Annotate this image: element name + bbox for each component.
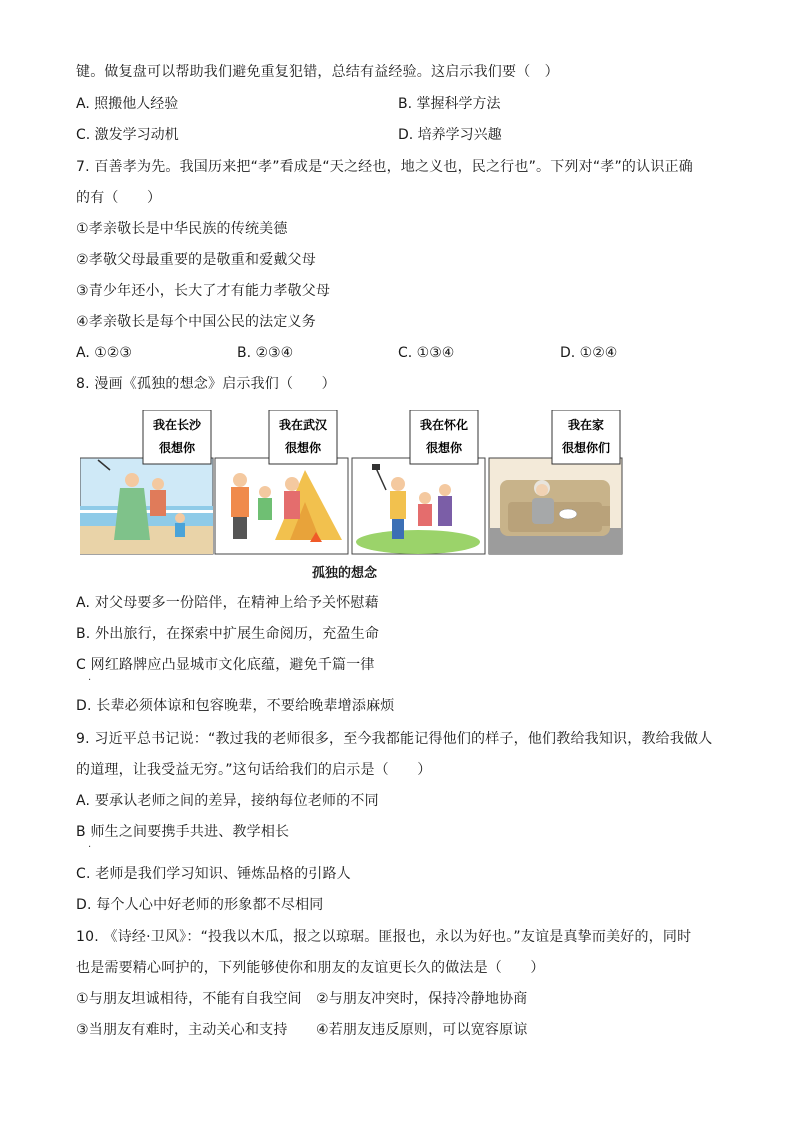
comic-panel-3 [352, 458, 485, 554]
q6-option-b: B. 掌握科学方法 [398, 96, 501, 112]
q9-option-a: A. 要承认老师之间的差异，接纳每位老师的不同 [76, 793, 379, 809]
comic-panel-1 [80, 458, 213, 554]
q9-option-b: B 师生之间要携手共进、教学相长 [76, 824, 290, 840]
stray-dot: . [88, 672, 92, 683]
question-7-stem-line2: 的有（ ） [76, 190, 162, 206]
speech-bubble-1 [143, 410, 211, 464]
speech-bubble-4-line2: 很想你们 [561, 441, 611, 455]
q10-items-row-1: ①与朋友坦诚相待，不能有自我空间 ②与朋友冲突时，保持冷静地协商 [76, 991, 528, 1007]
q7-item-1: ①孝亲敬长是中华民族的传统美德 [76, 221, 288, 237]
speech-bubble-1-line2: 很想你 [158, 441, 196, 455]
q9-option-d: D. 每个人心中好老师的形象都不尽相同 [76, 897, 324, 913]
q7-option-c: C. ①③④ [398, 345, 455, 361]
question-9-stem-line2: 的道理，让我受益无穷。”这句话给我们的启示是（ ） [76, 762, 432, 778]
question-8-stem: 8. 漫画《孤独的想念》启示我们（ ） [76, 376, 336, 392]
q7-option-b: B. ②③④ [237, 345, 294, 361]
q6-option-c: C. 激发学习动机 [76, 127, 179, 143]
q7-item-3: ③青少年还小，长大了才有能力孝敬父母 [76, 283, 331, 299]
comic-caption: 孤独的想念 [312, 566, 378, 581]
comic-panel-4 [489, 458, 622, 554]
comic-panel-2 [215, 458, 348, 554]
speech-bubble-3 [410, 410, 478, 464]
q7-option-a: A. ①②③ [76, 345, 132, 361]
speech-bubble-3-line2: 很想你 [425, 441, 463, 455]
question-7-stem-line1: 7. 百善孝为先。我国历来把“孝”看成是“天之经也，地之义也，民之行也”。下列对“孝”的认识正确 [76, 159, 693, 175]
q6-option-a: A. 照搬他人经验 [76, 96, 179, 112]
question-6-stem-end: 键。做复盘可以帮助我们避免重复犯错，总结有益经验。这启示我们要（ ） [76, 64, 559, 80]
q7-item-4: ④孝亲敬长是每个中国公民的法定义务 [76, 314, 316, 330]
q6-option-d: D. 培养学习兴趣 [398, 127, 502, 143]
q8-option-a: A. 对父母要多一份陪伴，在精神上给予关怀慰藉 [76, 595, 379, 611]
speech-bubble-3-line1: 我在怀化 [419, 418, 469, 432]
speech-bubble-4-line1: 我在家 [567, 418, 605, 432]
q8-option-c: C 网红路牌应凸显城市文化底蕴，避免千篇一律 [76, 657, 375, 673]
speech-bubble-4 [552, 410, 620, 464]
speech-bubble-2 [269, 410, 337, 464]
stray-dot: . [88, 839, 92, 850]
q8-option-d: D. 长辈必须体谅和包容晚辈，不要给晚辈增添麻烦 [76, 698, 395, 714]
question-9-stem-line1: 9. 习近平总书记说：“教过我的老师很多，至今我都能记得他们的样子，他们教给我知识，教给我做人 [76, 731, 713, 747]
q8-option-b: B. 外出旅行，在探索中扩展生命阅历，充盈生命 [76, 626, 380, 642]
q7-item-2: ②孝敬父母最重要的是敬重和爱戴父母 [76, 252, 316, 268]
q10-items-row-2: ③当朋友有难时，主动关心和支持 ④若朋友违反原则，可以宽容原谅 [76, 1022, 528, 1038]
question-10-stem-line2: 也是需要精心呵护的，下列能够使你和朋友的友谊更长久的做法是（ ） [76, 960, 545, 976]
question-10-stem-line1: 10. 《诗经·卫风》：“投我以木瓜，报之以琼琚。匪报也，永以为好也。”友谊是真挚而美好的，同时 [76, 929, 692, 945]
q9-option-c: C. 老师是我们学习知识、锤炼品格的引路人 [76, 866, 351, 882]
speech-bubble-2-line2: 很想你 [284, 441, 322, 455]
q7-option-d: D. ①②④ [560, 345, 618, 361]
speech-bubble-2-line1: 我在武汉 [278, 418, 328, 432]
speech-bubble-1-line1: 我在长沙 [152, 418, 202, 432]
